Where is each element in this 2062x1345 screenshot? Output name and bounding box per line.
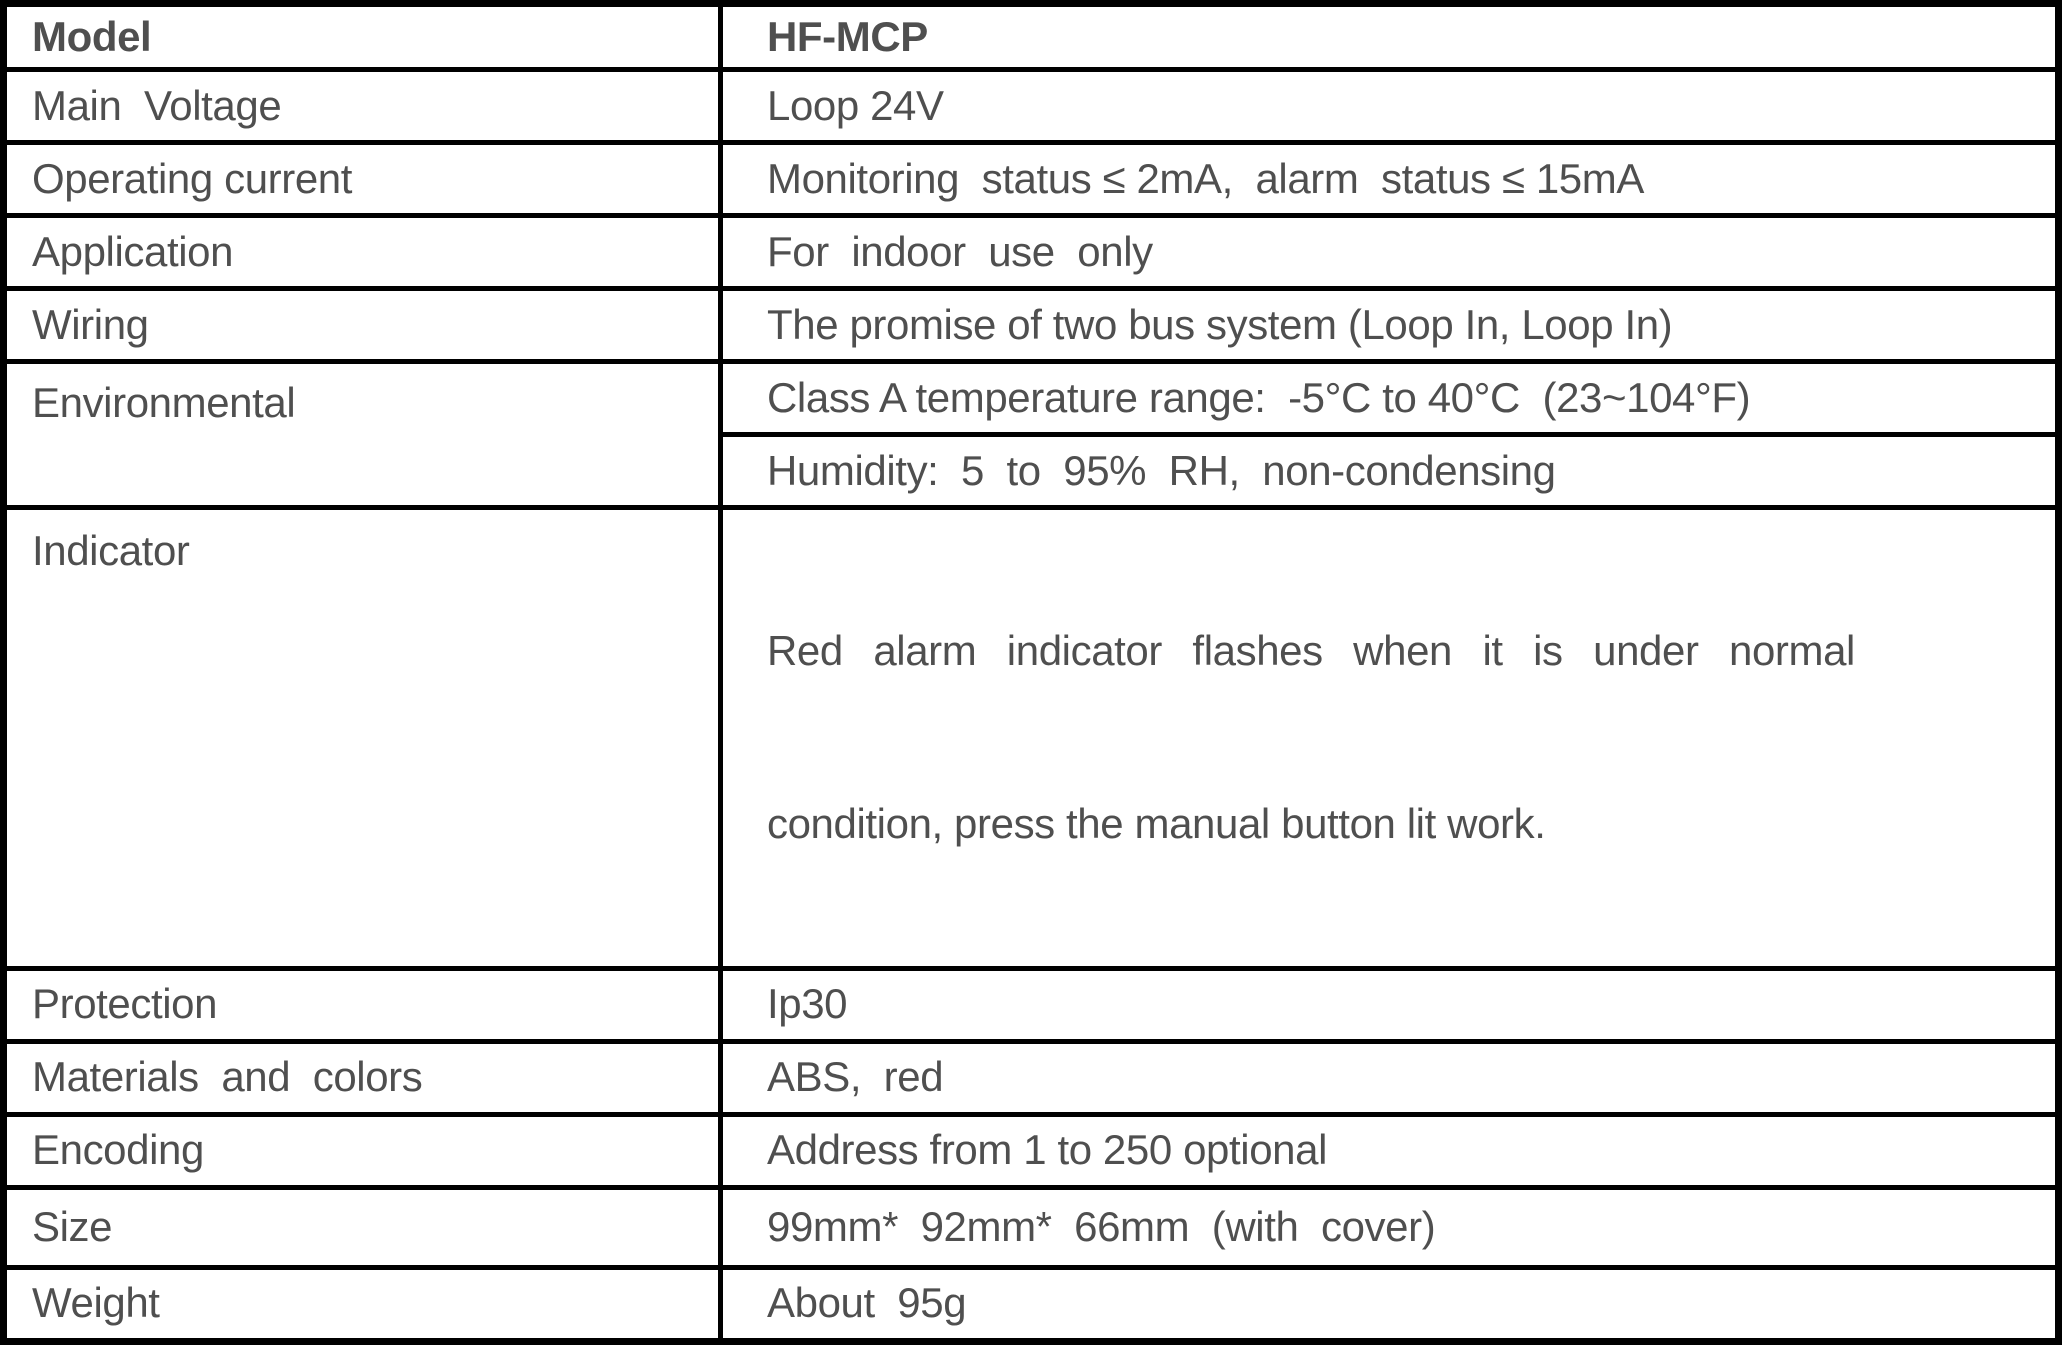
- spec-label-protection: Protection: [4, 968, 721, 1041]
- spec-label-indicator: Indicator: [4, 508, 721, 969]
- spec-label-main-voltage: Main Voltage: [4, 70, 721, 143]
- spec-row-environmental: [4, 362, 2059, 435]
- spec-value-model: HF-MCP: [721, 4, 2059, 70]
- spec-value-indicator-line1: Red alarm indicator flashes when it is under normal: [767, 627, 1855, 675]
- spec-row-protection: [4, 968, 2059, 1041]
- spec-label-operating-current: Operating current: [4, 143, 721, 216]
- spec-value-encoding: Address from 1 to 250 optional: [721, 1114, 2059, 1187]
- spec-label-environmental: Environmental: [4, 362, 721, 508]
- spec-label-model: Model: [4, 4, 721, 70]
- spec-row-indicator: [4, 508, 2059, 969]
- spec-row-application: [4, 216, 2059, 289]
- spec-value-size: 99mm* 92mm* 66mm (with cover): [721, 1187, 2059, 1267]
- spec-value-application: For indoor use only: [721, 216, 2059, 289]
- spec-label-wiring: Wiring: [4, 289, 721, 362]
- spec-value-indicator-line2: condition, press the manual button lit work.: [767, 800, 1546, 848]
- spec-value-weight: About 95g: [721, 1267, 2059, 1341]
- spec-value-environmental-temperature: Class A temperature range: -5°C to 40°C (23~104°F): [721, 362, 2059, 435]
- spec-value-environmental-humidity: Humidity: 5 to 95% RH, non-condensing: [721, 435, 2059, 508]
- spec-row-main-voltage: [4, 70, 2059, 143]
- spec-value-materials: ABS, red: [721, 1041, 2059, 1114]
- spec-row-encoding: [4, 1114, 2059, 1187]
- spec-label-materials: Materials and colors: [4, 1041, 721, 1114]
- spec-value-operating-current: Monitoring status ≤ 2mA, alarm status ≤ 15mA: [721, 143, 2059, 216]
- spec-value-protection: Ip30: [721, 968, 2059, 1041]
- spec-row-size: [4, 1187, 2059, 1267]
- spec-label-size: Size: [4, 1187, 721, 1267]
- spec-value-main-voltage: Loop 24V: [721, 70, 2059, 143]
- spec-label-application: Application: [4, 216, 721, 289]
- spec-row-wiring: [4, 289, 2059, 362]
- spec-row-materials: [4, 1041, 2059, 1114]
- spec-label-encoding: Encoding: [4, 1114, 721, 1187]
- spec-value-wiring: The promise of two bus system (Loop In, Loop In): [721, 289, 2059, 362]
- spec-row-weight: [4, 1267, 2059, 1341]
- spec-label-weight: Weight: [4, 1267, 721, 1341]
- spec-value-indicator: [721, 508, 2059, 969]
- spec-row-operating-current: [4, 143, 2059, 216]
- spec-row-model: [4, 4, 2059, 70]
